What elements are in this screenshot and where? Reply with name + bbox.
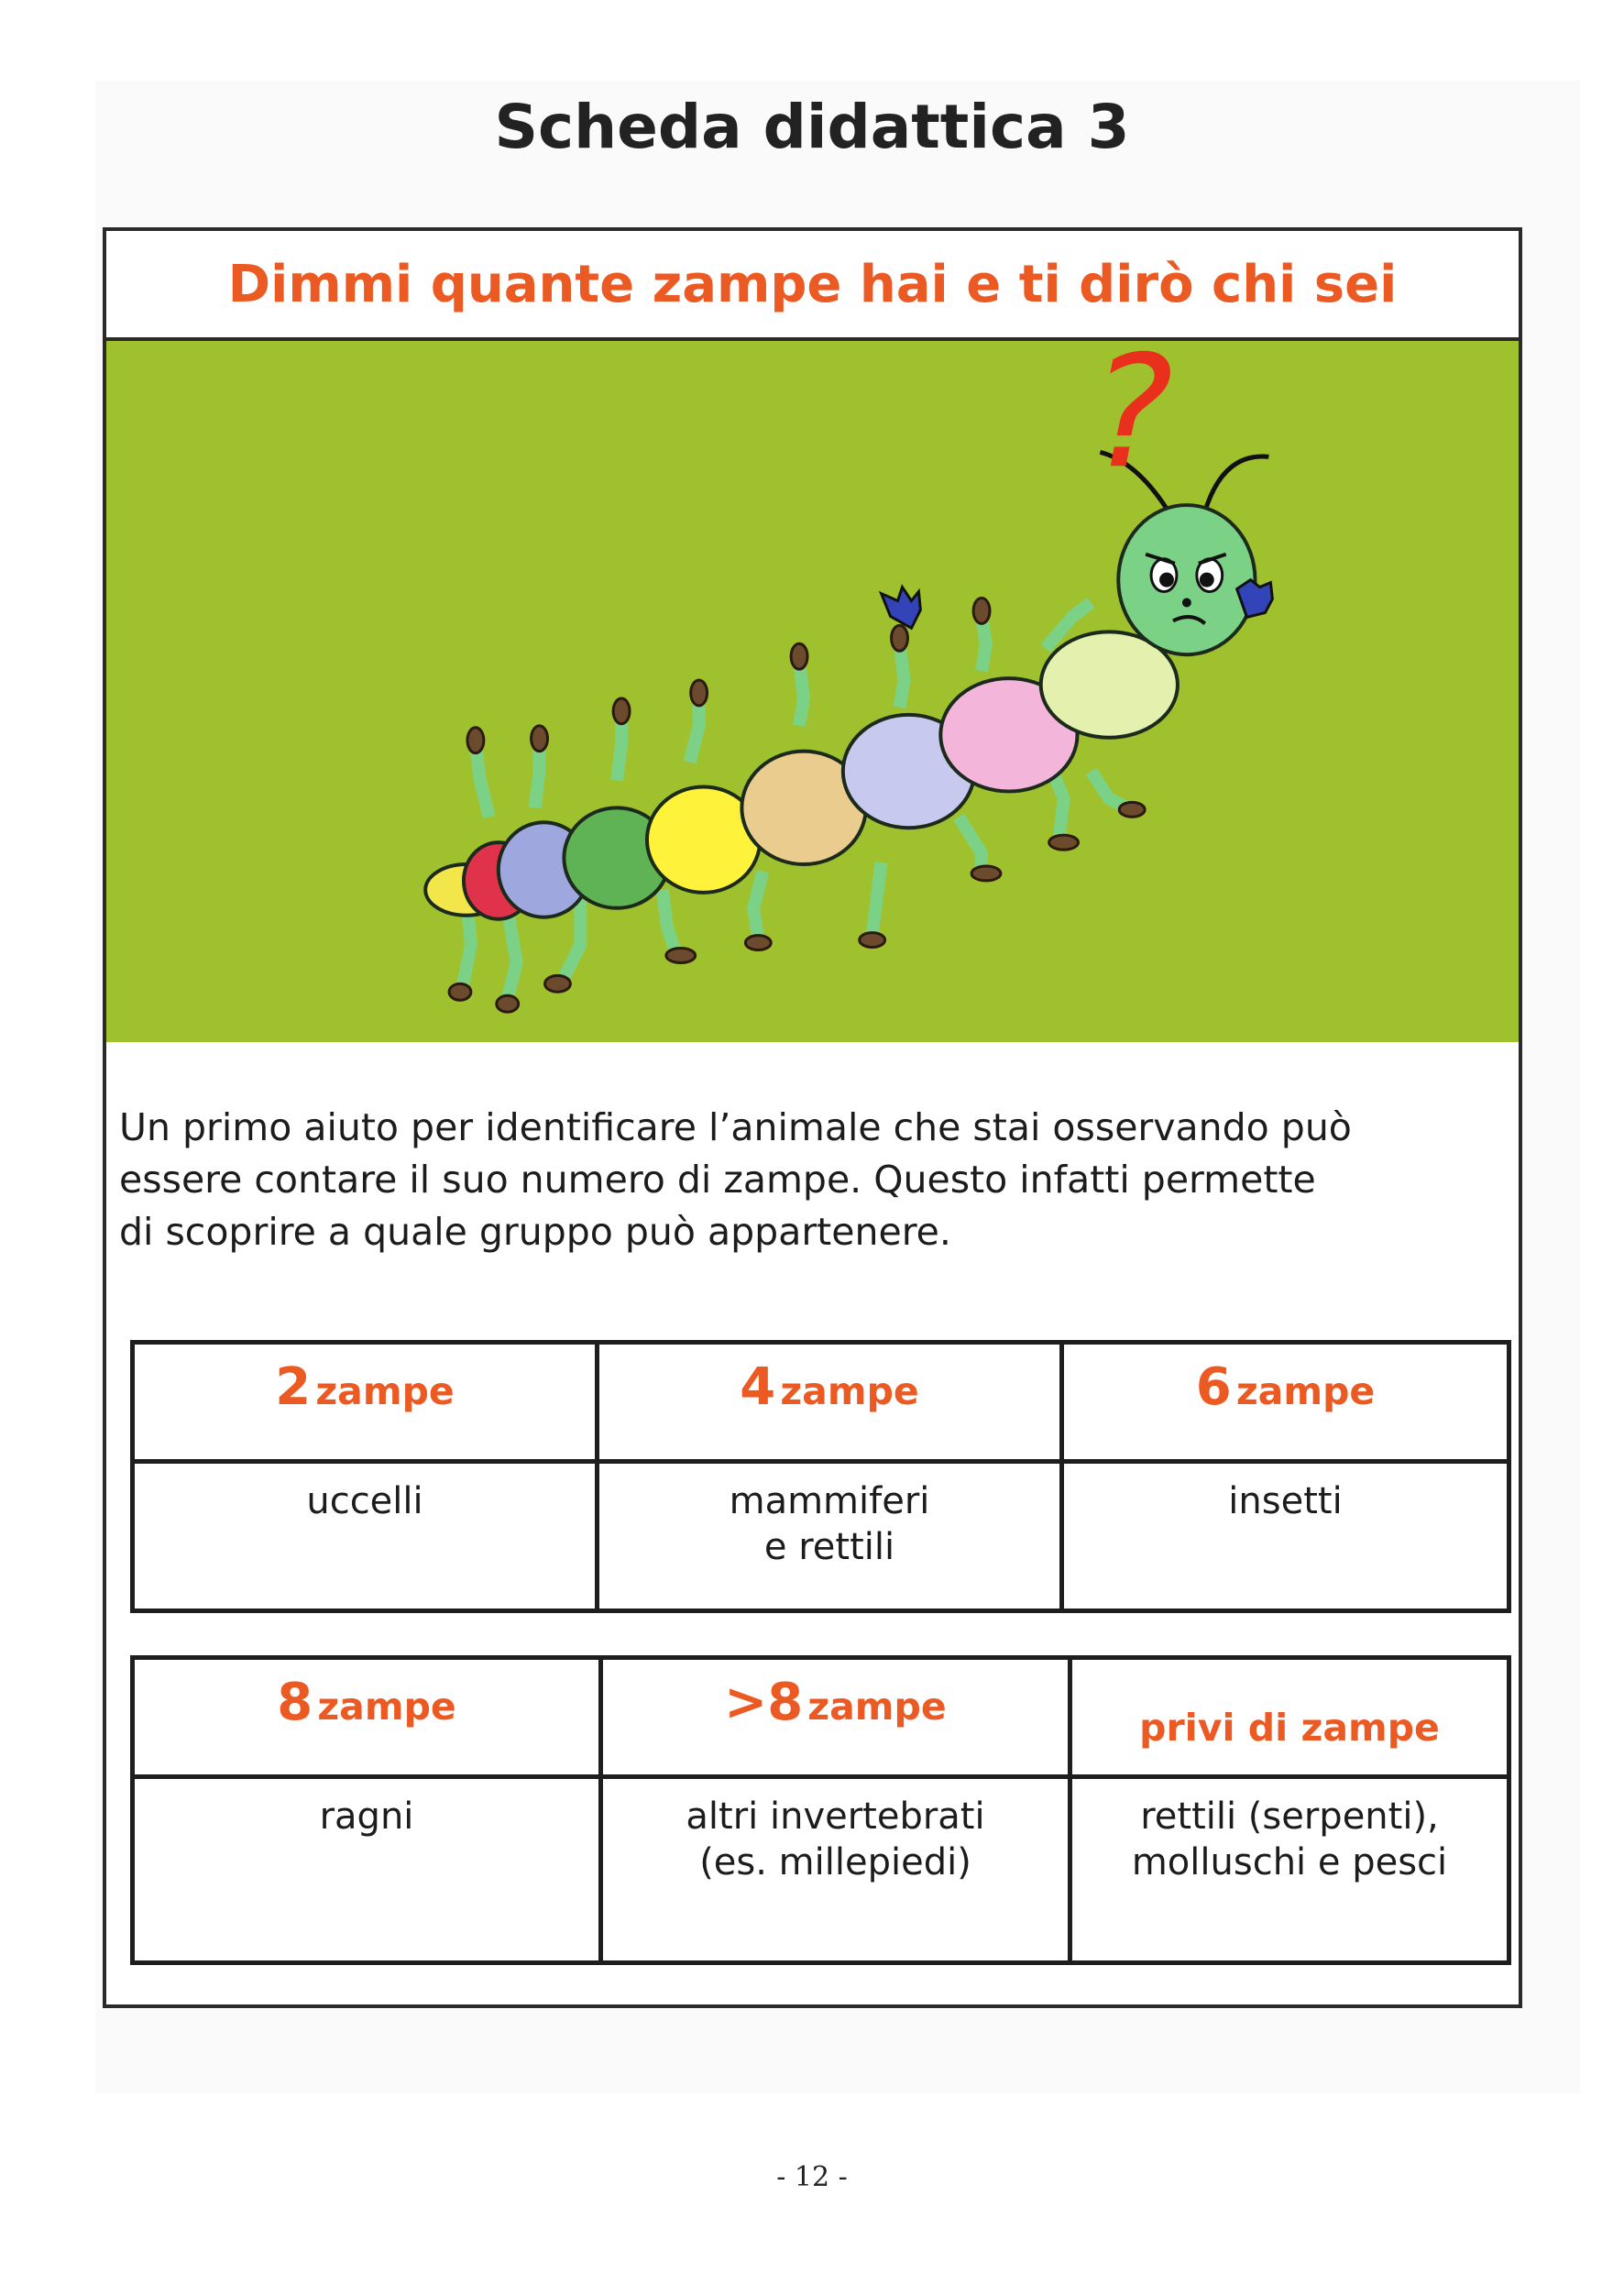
intro-line-1: Un primo aiuto per identificare l’animale che stai osservando può: [119, 1105, 1352, 1149]
table-cell-mammiferi: mammiferi e rettili: [598, 1462, 1062, 1611]
table-cell-uccelli: uccelli: [133, 1462, 598, 1611]
legs-table-2: [130, 1655, 1511, 1965]
table-cell-6-zampe-header: 6 zampe: [1062, 1343, 1509, 1462]
table-cell-4-zampe-header: 4 zampe: [598, 1343, 1062, 1462]
table-row-header: [133, 1658, 1509, 1777]
intro-paragraph: [119, 1102, 1512, 1258]
table-cell-invertebrati: altri invertebrati (es. millepiedi): [601, 1777, 1070, 1963]
page-number: - 12 -: [776, 2161, 848, 2193]
intro-line-2: essere contare il suo numero di zampe. Questo infatti permette: [119, 1158, 1316, 1202]
question-mark-icon: ?: [1091, 341, 1174, 503]
intro-line-3: di scoprire a quale gruppo può appartenere.: [119, 1210, 951, 1254]
table-cell-2-zampe-header: 2 zampe: [133, 1343, 598, 1462]
millipede-drawing: [106, 341, 1519, 1042]
worksheet-subtitle: Dimmi quante zampe hai e ti dirò chi sei: [106, 231, 1519, 341]
legs-table-1: [130, 1340, 1511, 1613]
table-row-header: [133, 1343, 1509, 1462]
worksheet-frame: [103, 227, 1522, 2008]
table-cell-more-than-8-zampe-header: >8 zampe: [601, 1658, 1070, 1777]
table-cell-ragni: ragni: [133, 1777, 601, 1963]
table-cell-rettili-molluschi: rettili (serpenti), molluschi e pesci: [1070, 1777, 1509, 1963]
millipede-illustration: [106, 341, 1519, 1042]
table-cell-8-zampe-header: 8 zampe: [133, 1658, 601, 1777]
table-row-body: [133, 1462, 1509, 1611]
table-row-body: [133, 1777, 1509, 1963]
table-cell-insetti: insetti: [1062, 1462, 1509, 1611]
page-title: Scheda didattica 3: [494, 92, 1130, 162]
table-cell-privi-di-zampe-header: privi di zampe: [1070, 1658, 1509, 1777]
